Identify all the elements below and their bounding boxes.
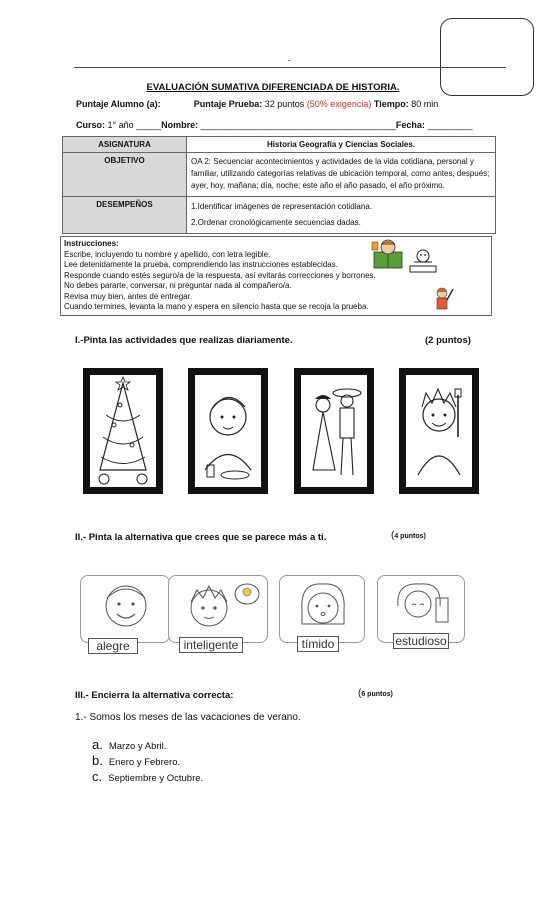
desempenos-label: DESEMPEÑOS xyxy=(63,197,187,234)
option-letter: b. xyxy=(92,753,103,768)
option-label-alegre[interactable]: alegre xyxy=(88,638,138,654)
raising-hand-child-icon xyxy=(432,283,456,311)
option-label-inteligente[interactable]: inteligente xyxy=(179,637,243,653)
section3-points xyxy=(358,688,393,699)
studying-girl-icon xyxy=(378,576,466,636)
curso-value[interactable]: 1° año _____ xyxy=(107,120,162,130)
objetivo-value xyxy=(187,153,496,197)
section2-points-paren: ( xyxy=(391,530,395,541)
question-1: 1.- Somos los meses de las vacaciones de verano. xyxy=(75,712,301,723)
asignatura-value: Historia Geografía y Ciencias Sociales. xyxy=(187,137,496,153)
objetivo-line: OA 2: Secuenciar acontecimientos y actividades de la vida cotidiana, personal y xyxy=(191,157,474,166)
option-a[interactable] xyxy=(92,737,166,752)
option-label-estudioso[interactable]: estudioso xyxy=(393,633,449,649)
desempeno-item: 2.Ordenar cronológicamente secuencias dadas. xyxy=(191,218,361,227)
objetivo-line: ayer, hoy, mañana; día, noche; este año el año pasado, el año próximo. xyxy=(191,181,445,190)
section2-points xyxy=(391,530,426,541)
instruction-line: Lee detenidamente la prueba, comprendiendo las instrucciones establecidas. xyxy=(64,260,338,269)
instruction-line: Revisa muy bien, antes de entregar. xyxy=(64,291,193,301)
info-table xyxy=(62,136,496,234)
objetivo-line: familiar, utilizando categorías relativas de ubicación temporal, como antes, después; xyxy=(191,169,490,178)
table-row xyxy=(63,197,496,234)
asignatura-label: ASIGNATURA xyxy=(63,137,187,153)
fecha-label: Fecha: xyxy=(395,120,425,130)
score-line xyxy=(76,99,438,109)
puntaje-prueba-label: Puntaje Prueba: xyxy=(193,99,263,109)
instruction-line: No debes pararte, conversar, ni preguntar nada al compañero/a. xyxy=(64,281,292,290)
section3-title: III.- Encierra la alternativa correcta: xyxy=(75,690,234,701)
option-label-timido[interactable]: tímido xyxy=(297,636,339,652)
option-text: Septiembre y Octubre. xyxy=(108,773,204,784)
section1-title: I.-Pinta las actividades que realizas diariamente. xyxy=(75,335,293,346)
curso-label: Curso: xyxy=(76,120,105,130)
instruction-line: Responde cuando estés seguro/a de la respuesta, así evitarás correcciones y borrones. xyxy=(64,270,376,280)
boy-brushing-teeth-icon xyxy=(406,375,472,487)
boy-eating-icon xyxy=(195,375,261,487)
desempenos-value xyxy=(187,197,496,234)
thinking-boy-icon xyxy=(169,576,269,636)
section1-points: (2 puntos) xyxy=(425,335,471,346)
option-text: Marzo y Abril. xyxy=(108,741,167,752)
instruction-line: Cuando termines, levanta la mano y espera en silencio hasta que se recoja la prueba. xyxy=(64,302,369,311)
child-at-desk-icon xyxy=(408,248,438,274)
instruction-line: Escribe, incluyendo tu nombre y apellido, con letra legible. xyxy=(64,249,271,259)
option-text: Enero y Febrero. xyxy=(108,757,181,768)
desempeno-item: 1.Identificar imágenes de representación cotidiana. xyxy=(191,202,372,211)
couple-dancing-icon xyxy=(301,375,367,487)
activity-image-brushing[interactable] xyxy=(399,368,479,494)
option-b[interactable] xyxy=(92,753,180,768)
christmas-tree-icon xyxy=(90,375,156,487)
instructions-heading: Instrucciones: xyxy=(64,239,119,248)
activity-image-eating[interactable] xyxy=(188,368,268,494)
happy-boy-icon xyxy=(81,576,171,636)
header-dash: - xyxy=(288,55,291,65)
nombre-label: Nombre: xyxy=(161,120,199,130)
fecha-field[interactable]: _________ xyxy=(427,120,473,130)
face-card-timido[interactable] xyxy=(279,575,365,643)
tiempo-value: 80 min xyxy=(411,99,439,109)
tiempo-label: Tiempo: xyxy=(373,99,409,109)
section2-points-text: 4 puntos) xyxy=(394,533,426,540)
activity-image-christmas[interactable] xyxy=(83,368,163,494)
section3-points-text: 6 puntos) xyxy=(361,691,393,698)
section3-points-paren: ( xyxy=(358,688,362,699)
option-letter: c. xyxy=(92,769,103,784)
section2-title: II.- Pinta la alternativa que crees que se parece más a ti. xyxy=(75,532,327,543)
option-letter: a. xyxy=(92,737,103,752)
table-row xyxy=(63,137,496,153)
exigencia-text: (50% exigencia) xyxy=(306,99,372,109)
student-line xyxy=(76,120,473,130)
page-title: EVALUACIÓN SUMATIVA DIFERENCIADA DE HISTORIA. xyxy=(146,82,400,93)
reading-child-icon xyxy=(370,238,406,270)
header-rule xyxy=(74,67,506,68)
shy-girl-icon xyxy=(280,576,366,636)
puntaje-prueba-value: 32 puntos xyxy=(264,99,305,109)
activity-image-dancing[interactable] xyxy=(294,368,374,494)
nombre-field[interactable]: _______________________________________ xyxy=(200,120,396,130)
face-card-inteligente[interactable] xyxy=(168,575,268,643)
objetivo-label: OBJETIVO xyxy=(63,153,187,197)
puntaje-alumno-label: Puntaje Alumno (a): xyxy=(76,99,161,109)
table-row xyxy=(63,153,496,197)
option-c[interactable] xyxy=(92,769,203,784)
face-card-alegre[interactable] xyxy=(80,575,170,643)
